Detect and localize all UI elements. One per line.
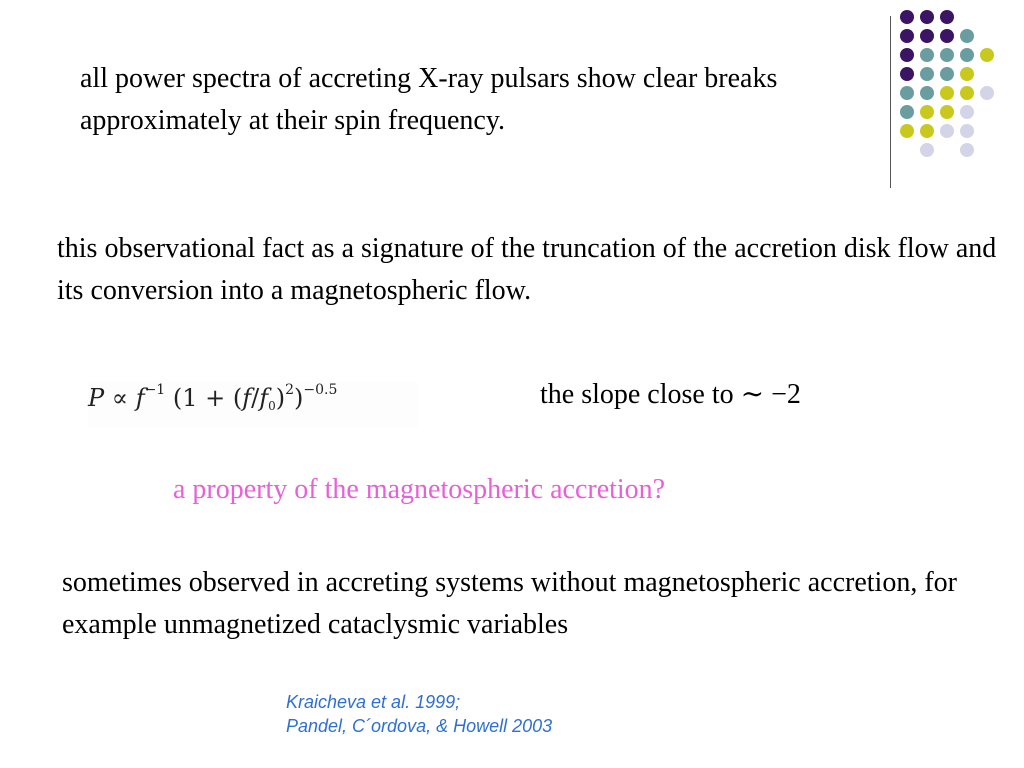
decorative-dot bbox=[940, 105, 954, 119]
formula-exp2: 2 bbox=[285, 382, 295, 398]
decorative-dot bbox=[980, 48, 994, 62]
references bbox=[286, 690, 552, 738]
decorative-dot bbox=[940, 48, 954, 62]
decorative-dot bbox=[920, 10, 934, 24]
formula-f: f bbox=[135, 384, 145, 412]
power-spectrum-formula bbox=[88, 382, 418, 428]
decorative-dot bbox=[960, 86, 974, 100]
formula-f2: f bbox=[242, 384, 252, 412]
decorative-dot bbox=[900, 86, 914, 100]
decorative-dot bbox=[920, 29, 934, 43]
decorative-dot bbox=[940, 10, 954, 24]
decorative-dot bbox=[960, 67, 974, 81]
paragraph-truncation-signature: this observational fact as a signature of the truncation of the accretion disk flow and its conversion into a magnetospheric flow. bbox=[57, 233, 997, 306]
decorative-dot bbox=[920, 86, 934, 100]
paragraph-pulsar-spectra: all power spectra of accreting X-ray pulsars show clear breaks approximately at their spin frequency. bbox=[80, 63, 778, 136]
magnetospheric-question: a property of the magnetospheric accretion? bbox=[173, 474, 666, 505]
decorative-dot bbox=[900, 10, 914, 24]
formula-close2: ) bbox=[294, 384, 304, 412]
decorative-dot bbox=[900, 67, 914, 81]
decorative-dot bbox=[980, 86, 994, 100]
formula-exp1: −1 bbox=[144, 382, 166, 398]
decorative-dot bbox=[900, 105, 914, 119]
decorative-dot bbox=[900, 48, 914, 62]
formula-close: ) bbox=[275, 384, 286, 412]
decorative-dot bbox=[920, 124, 934, 138]
decorative-dot bbox=[940, 86, 954, 100]
formula-p: P bbox=[88, 384, 105, 412]
decorative-dot bbox=[940, 124, 954, 138]
decorative-dot bbox=[960, 143, 974, 157]
decorative-dot bbox=[920, 48, 934, 62]
decorative-dot bbox=[940, 29, 954, 43]
decorative-dot bbox=[960, 29, 974, 43]
slope-note: the slope close to ∼ −2 bbox=[540, 379, 801, 410]
decorative-dot bbox=[900, 124, 914, 138]
decorative-dot-grid bbox=[900, 10, 1010, 160]
paragraph-cataclysmic-variables: sometimes observed in accreting systems without magnetospheric accretion, for example unmagnetized cataclysmic variables bbox=[62, 567, 957, 640]
reference-pandel: Pandel, C´ordova, & Howell 2003 bbox=[286, 716, 553, 736]
decorative-dot bbox=[920, 67, 934, 81]
formula-f0: f bbox=[259, 384, 269, 412]
decorative-dot bbox=[960, 105, 974, 119]
formula-proportional: ∝ bbox=[111, 384, 129, 412]
decorative-dot bbox=[960, 124, 974, 138]
decorative-divider-line bbox=[890, 16, 891, 188]
formula-open: (1 + ( bbox=[172, 384, 243, 412]
reference-kraicheva: Kraicheva et al. 1999; bbox=[286, 692, 461, 712]
formula-exp3: −0.5 bbox=[303, 382, 338, 398]
decorative-dot bbox=[920, 105, 934, 119]
decorative-dot bbox=[960, 48, 974, 62]
decorative-dot bbox=[940, 67, 954, 81]
decorative-dot bbox=[900, 29, 914, 43]
formula-sub0: 0 bbox=[268, 399, 276, 413]
decorative-dot bbox=[920, 143, 934, 157]
formula-slash: / bbox=[251, 384, 260, 412]
